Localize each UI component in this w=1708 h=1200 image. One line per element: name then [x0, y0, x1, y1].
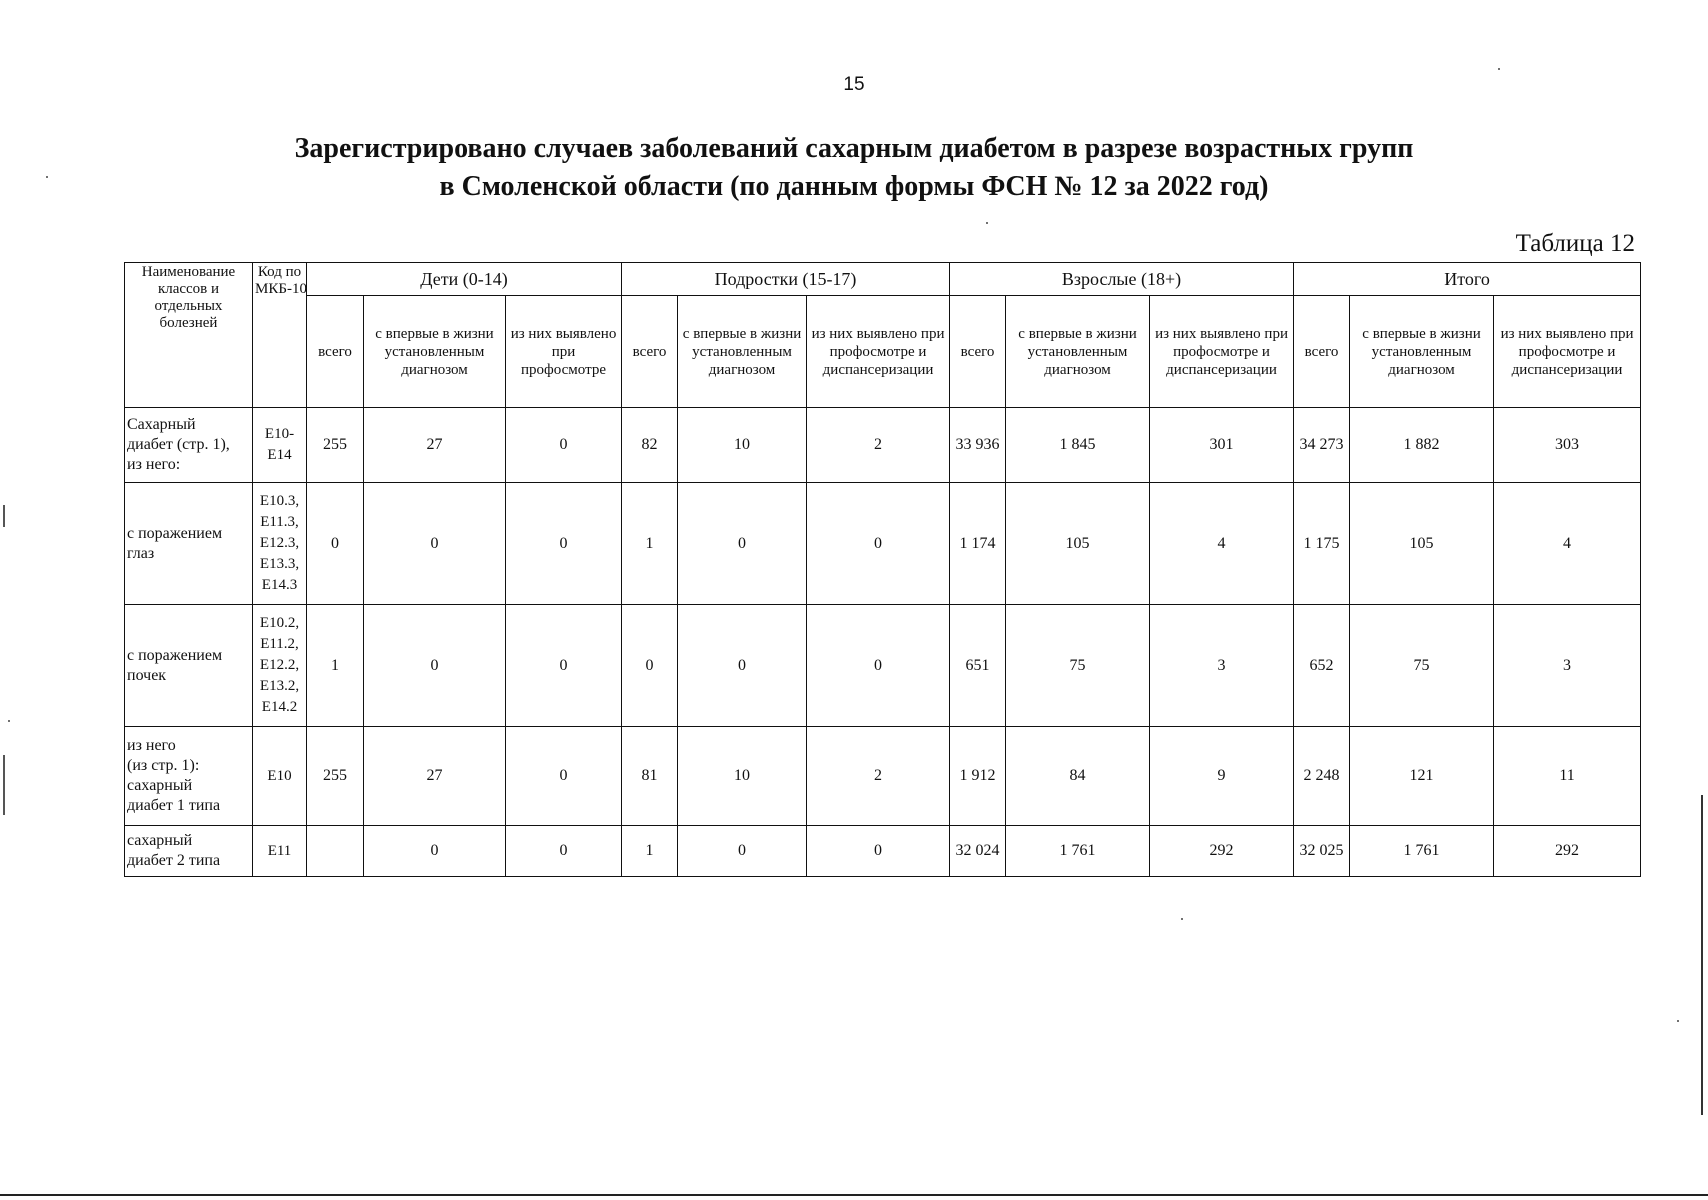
scan-dot	[1498, 68, 1500, 70]
cell-value: 0	[678, 605, 807, 727]
cell-value: 0	[506, 826, 622, 877]
cell-value: 0	[364, 483, 506, 605]
cell-value: 255	[307, 727, 364, 826]
cell-value: 34 273	[1294, 408, 1350, 483]
scan-dot	[986, 222, 988, 224]
scan-border-right	[1701, 795, 1703, 1115]
header-total-first-diagnosed: с впервые в жизни установленным диагнозом	[1350, 296, 1494, 408]
header-children-checkup: из них выявлено при профосмотре	[506, 296, 622, 408]
cell-value: 4	[1150, 483, 1294, 605]
header-total-total: всего	[1294, 296, 1350, 408]
row-icd-code: E10.2, E11.2, E12.2, E13.2, E14.2	[253, 605, 307, 727]
cell-value: 0	[506, 408, 622, 483]
cell-value: 4	[1494, 483, 1641, 605]
cell-value: 2	[807, 727, 950, 826]
header-icd-code: Код по МКБ-10	[253, 263, 307, 408]
header-adults-checkup: из них выявлено при профосмотре и диспансеризации	[1150, 296, 1294, 408]
cell-value: 1 845	[1006, 408, 1150, 483]
cell-value: 0	[807, 826, 950, 877]
header-group-adults: Взрослые (18+)	[950, 263, 1294, 296]
cell-value: 1 761	[1350, 826, 1494, 877]
cell-value: 0	[506, 605, 622, 727]
title-line-1: Зарегистрировано случаев заболеваний сахарным диабетом в разрезе возрастных групп	[294, 133, 1414, 164]
header-row-subcolumns	[125, 296, 1641, 408]
cell-value: 0	[506, 483, 622, 605]
cell-value: 303	[1494, 408, 1641, 483]
header-group-children: Дети (0-14)	[307, 263, 622, 296]
row-icd-code: E10.3, E11.3, E12.3, E13.3, E14.3	[253, 483, 307, 605]
cell-value: 0	[807, 605, 950, 727]
cell-value: 1 912	[950, 727, 1006, 826]
header-teens-total: всего	[622, 296, 678, 408]
row-icd-code: E11	[253, 826, 307, 877]
cell-value: 0	[364, 605, 506, 727]
row-disease-name: сахарный диабет 2 типа	[125, 826, 253, 877]
cell-value: 2	[807, 408, 950, 483]
row-icd-code: E10- E14	[253, 408, 307, 483]
header-teens-first-diagnosed: с впервые в жизни установленным диагнозом	[678, 296, 807, 408]
cell-value: 1 174	[950, 483, 1006, 605]
title-line-2: в Смоленской области (по данным формы ФСН № 12 за 2022 год)	[439, 171, 1269, 202]
cell-value: 3	[1494, 605, 1641, 727]
cell-value: 255	[307, 408, 364, 483]
cell-value: 75	[1350, 605, 1494, 727]
cell-value: 33 936	[950, 408, 1006, 483]
cell-value: 32 025	[1294, 826, 1350, 877]
cell-value: 1 175	[1294, 483, 1350, 605]
cell-value: 105	[1350, 483, 1494, 605]
row-disease-name: Сахарный диабет (стр. 1), из него:	[125, 408, 253, 483]
cell-value: 1	[307, 605, 364, 727]
row-icd-code: E10	[253, 727, 307, 826]
scan-mark	[3, 505, 5, 527]
cell-value: 292	[1494, 826, 1641, 877]
cell-value: 84	[1006, 727, 1150, 826]
row-disease-name: с поражением почек	[125, 605, 253, 727]
cell-value: 0	[807, 483, 950, 605]
table-caption: Таблица 12	[1515, 230, 1635, 257]
table-row	[125, 605, 1641, 727]
header-children-first-diagnosed: с впервые в жизни установленным диагнозом	[364, 296, 506, 408]
cell-value: 9	[1150, 727, 1294, 826]
cell-value: 10	[678, 727, 807, 826]
cell-value: 1 761	[1006, 826, 1150, 877]
cell-value: 27	[364, 408, 506, 483]
row-disease-name: с поражением глаз	[125, 483, 253, 605]
table-row	[125, 408, 1641, 483]
scan-dot	[1677, 1020, 1679, 1022]
cell-value: 1	[622, 483, 678, 605]
scan-dot	[1181, 918, 1183, 920]
header-children-total: всего	[307, 296, 364, 408]
cell-value: 0	[307, 483, 364, 605]
cell-value: 0	[622, 605, 678, 727]
page-number: 15	[843, 74, 865, 95]
scan-dot	[8, 720, 10, 722]
cell-value: 75	[1006, 605, 1150, 727]
cell-value: 82	[622, 408, 678, 483]
table-row	[125, 483, 1641, 605]
cell-value: 105	[1006, 483, 1150, 605]
scan-mark	[3, 755, 5, 815]
header-disease-name: Наименование классов и отдельных болезней	[125, 263, 253, 408]
cell-value: 0	[678, 483, 807, 605]
table-row	[125, 727, 1641, 826]
cell-value: 2 248	[1294, 727, 1350, 826]
header-total-checkup: из них выявлено при профосмотре и диспансеризации	[1494, 296, 1641, 408]
table-row	[125, 826, 1641, 877]
cell-value: 0	[678, 826, 807, 877]
cell-value: 292	[1150, 826, 1294, 877]
cell-value: 27	[364, 727, 506, 826]
cell-value: 121	[1350, 727, 1494, 826]
cell-value	[307, 826, 364, 877]
row-disease-name: из него (из стр. 1): сахарный диабет 1 типа	[125, 727, 253, 826]
header-adults-total: всего	[950, 296, 1006, 408]
scan-dot	[46, 176, 48, 178]
cell-value: 0	[506, 727, 622, 826]
cell-value: 3	[1150, 605, 1294, 727]
cell-value: 1	[622, 826, 678, 877]
cell-value: 651	[950, 605, 1006, 727]
document-title	[0, 130, 1708, 206]
cell-value: 0	[364, 826, 506, 877]
diabetes-statistics-table	[124, 262, 1641, 877]
cell-value: 10	[678, 408, 807, 483]
cell-value: 1 882	[1350, 408, 1494, 483]
scan-border-bottom	[0, 1194, 1708, 1196]
header-row-groups	[125, 263, 1641, 296]
cell-value: 81	[622, 727, 678, 826]
header-adults-first-diagnosed: с впервые в жизни установленным диагнозом	[1006, 296, 1150, 408]
header-teens-checkup: из них выявлено при профосмотре и диспансеризации	[807, 296, 950, 408]
header-group-teens: Подростки (15-17)	[622, 263, 950, 296]
cell-value: 301	[1150, 408, 1294, 483]
cell-value: 11	[1494, 727, 1641, 826]
cell-value: 652	[1294, 605, 1350, 727]
header-group-total: Итого	[1294, 263, 1641, 296]
cell-value: 32 024	[950, 826, 1006, 877]
